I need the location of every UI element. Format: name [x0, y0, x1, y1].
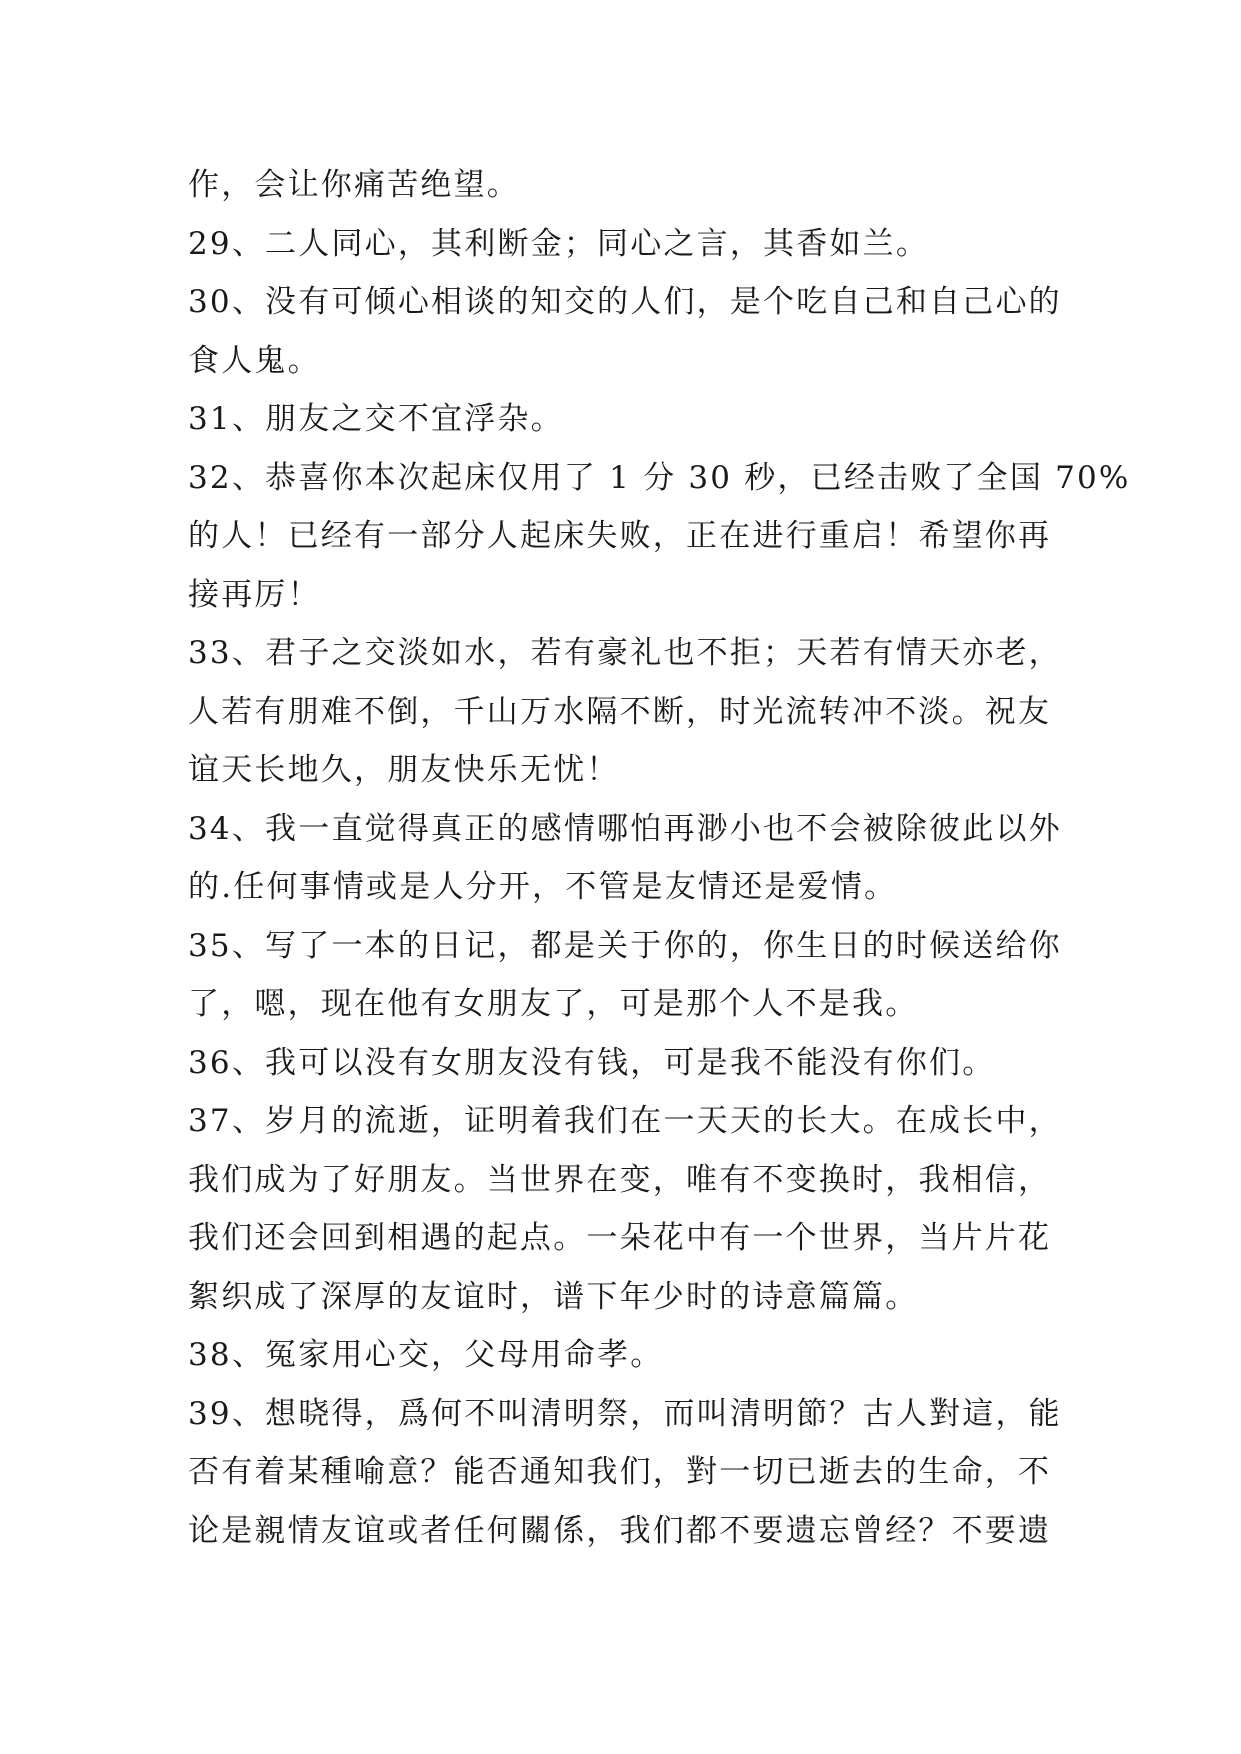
text-line: 我们成为了好朋友。当世界在变，唯有不变换时，我相信， [188, 1161, 1052, 1198]
text-line: 36、我可以没有女朋友没有钱，可是我不能没有你们。 [188, 1044, 996, 1081]
text-line: 否有着某種喻意？能否通知我们，對一切已逝去的生命，不 [188, 1454, 1052, 1490]
text-line: 接再厉！ [188, 576, 321, 613]
text-line: 39、想晓得，爲何不叫清明祭，而叫清明節？古人對這，能 [188, 1395, 1062, 1432]
text-line: 30、没有可倾心相谈的知交的人们，是个吃自己和自己心的 [188, 284, 1062, 320]
text-line: 38、冤家用心交，父母用命孝。 [188, 1337, 664, 1373]
text-line: 食人鬼。 [188, 342, 321, 379]
text-line: 35、写了一本的日记，都是关于你的，你生日的时候送给你 [188, 927, 1062, 964]
text-line: 37、岁月的流逝，证明着我们在一天天的长大。在成长中， [188, 1103, 1062, 1139]
text-line: 人若有朋难不倒，千山万水隔不断，时光流转冲不淡。祝友 [188, 693, 1052, 730]
text-line: 我们还会回到相遇的起点。一朵花中有一个世界，当片片花 [188, 1220, 1052, 1256]
text-line: 作，会让你痛苦绝望。 [188, 167, 520, 203]
text-line: 的.任何事情或是人分开，不管是友情还是爱情。 [188, 869, 898, 905]
text-line: 的人！已经有一部分人起床失败，正在进行重启！希望你再 [188, 518, 1052, 554]
text-line: 絮织成了深厚的友谊时，谱下年少时的诗意篇篇。 [188, 1278, 919, 1315]
text-line: 31、朋友之交不宜浮杂。 [188, 401, 564, 437]
text-line: 29、二人同心，其利断金；同心之言，其香如兰。 [188, 225, 930, 262]
text-line: 34、我一直觉得真正的感情哪怕再渺小也不会被除彼此以外 [188, 810, 1062, 847]
text-line: 谊天长地久，朋友快乐无忧！ [188, 752, 620, 788]
text-line: 32、恭喜你本次起床仅用了 1 分 30 秒，已经击败了全国 70% [188, 459, 1131, 496]
text-line: 了，嗯，现在他有女朋友了，可是那个人不是我。 [188, 986, 919, 1022]
text-line: 论是親情友谊或者任何關係，我们都不要遗忘曾经？不要遗 [188, 1512, 1052, 1549]
text-line: 33、君子之交淡如水，若有豪礼也不拒；天若有情天亦老， [188, 635, 1062, 671]
document-body [188, 156, 1131, 1560]
